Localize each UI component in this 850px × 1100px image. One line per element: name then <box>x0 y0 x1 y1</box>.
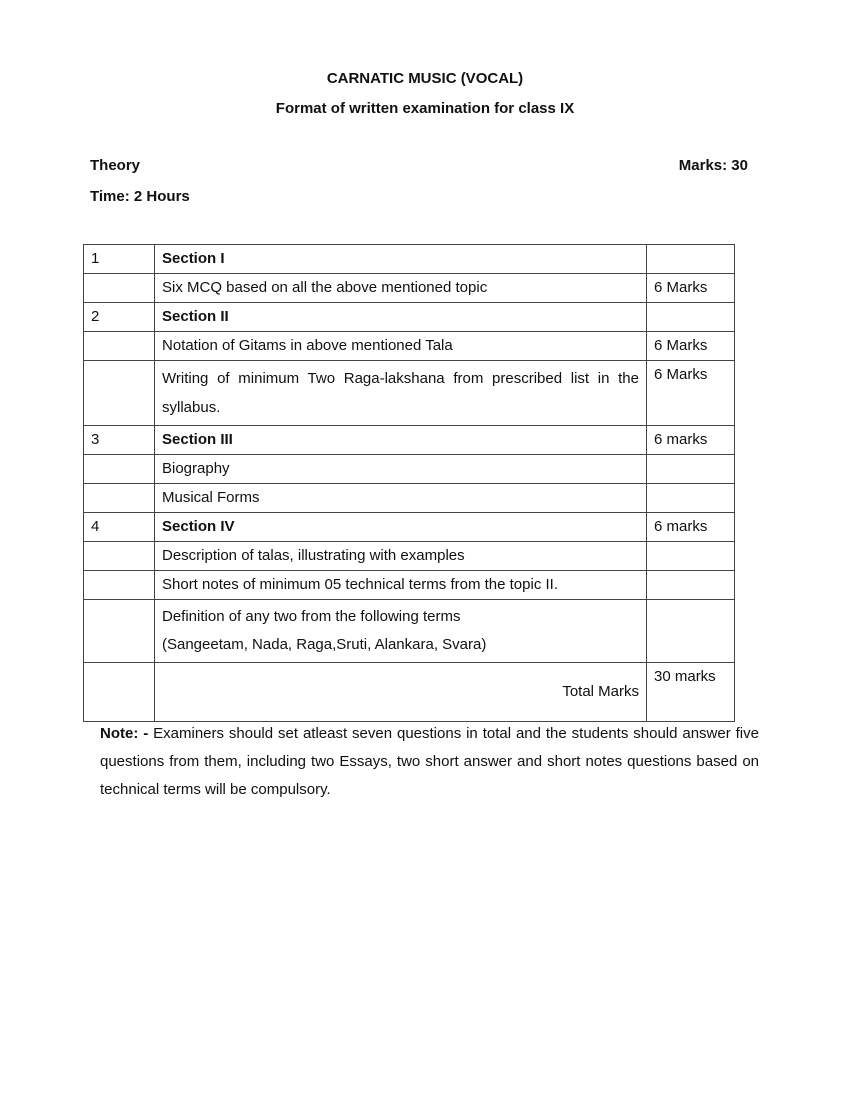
table-row <box>84 455 735 484</box>
table-row <box>84 600 735 663</box>
section-number: 3 <box>84 426 155 455</box>
note-text: Examiners should set atleast seven questions in total and the students should answer five questions from them, including two Essays, two short answer and short notes questions based on technical terms will be compulsory. <box>100 725 759 798</box>
section-number <box>84 455 155 484</box>
table-row <box>84 303 735 332</box>
item-description: Six MCQ based on all the above mentioned topic <box>155 274 647 303</box>
definition-terms: (Sangeetam, Nada, Raga,Sruti, Alankara, Svara) <box>162 636 487 653</box>
document-subtitle: Format of written examination for class IX <box>275 100 575 117</box>
total-marks-label <box>155 663 647 722</box>
section-number <box>84 361 155 426</box>
section-number: 2 <box>84 303 155 332</box>
table-row <box>84 542 735 571</box>
table-row <box>84 274 735 303</box>
time-label: Time: 2 Hours <box>90 188 190 205</box>
item-description: Description of talas, illustrating with examples <box>155 542 647 571</box>
table-row <box>84 245 735 274</box>
document-title: CARNATIC MUSIC (VOCAL) <box>326 70 524 87</box>
table-row <box>84 571 735 600</box>
total-label: Total Marks <box>562 683 639 700</box>
marks-cell <box>647 542 735 571</box>
section-number: 1 <box>84 245 155 274</box>
item-description <box>155 600 647 663</box>
section-number <box>84 571 155 600</box>
marks-cell: 6 Marks <box>647 332 735 361</box>
marks-cell <box>647 600 735 663</box>
marks-cell <box>647 484 735 513</box>
marks-cell <box>647 303 735 332</box>
marks-cell: 6 marks <box>647 426 735 455</box>
table-row <box>84 426 735 455</box>
marks-cell <box>647 455 735 484</box>
item-description: Short notes of minimum 05 technical terms from the topic II. <box>155 571 647 600</box>
definition-line: Definition of any two from the following terms <box>162 608 461 625</box>
table-row <box>84 332 735 361</box>
marks-cell: 6 marks <box>647 513 735 542</box>
section-heading: Section IV <box>155 513 647 542</box>
section-number <box>84 542 155 571</box>
exam-format-table <box>83 244 735 722</box>
table-row <box>84 484 735 513</box>
section-heading: Section II <box>155 303 647 332</box>
total-marks-label: Marks: 30 <box>678 157 748 174</box>
marks-cell: 6 Marks <box>647 361 735 426</box>
note-paragraph <box>100 720 759 804</box>
table-row <box>84 513 735 542</box>
section-number <box>84 274 155 303</box>
section-number: 4 <box>84 513 155 542</box>
table-row <box>84 663 735 722</box>
marks-cell <box>647 571 735 600</box>
total-marks-value: 30 marks <box>647 663 735 722</box>
note-label: Note: - <box>100 725 149 742</box>
theory-label: Theory <box>90 157 141 174</box>
section-number <box>84 600 155 663</box>
marks-cell <box>647 245 735 274</box>
section-number <box>84 332 155 361</box>
item-description: Notation of Gitams in above mentioned Tala <box>155 332 647 361</box>
section-heading: Section I <box>155 245 647 274</box>
section-heading: Section III <box>155 426 647 455</box>
marks-cell: 6 Marks <box>647 274 735 303</box>
section-number <box>84 663 155 722</box>
section-number <box>84 484 155 513</box>
table-row <box>84 361 735 426</box>
item-description: Biography <box>155 455 647 484</box>
item-description: Writing of minimum Two Raga-lakshana from prescribed list in the syllabus. <box>155 361 647 426</box>
item-description: Musical Forms <box>155 484 647 513</box>
